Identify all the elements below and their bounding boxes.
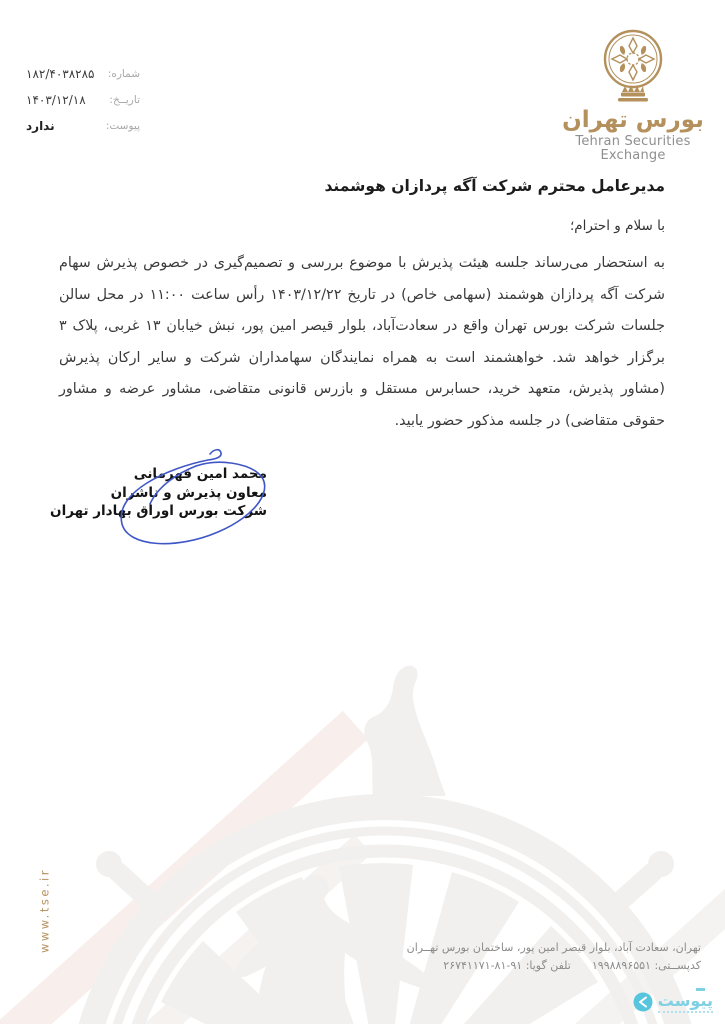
meta-date-value: ۱۴۰۳/۱۲/۱۸ (26, 93, 86, 107)
salutation: با سلام و احترام؛ (569, 218, 665, 234)
footer-contact (407, 957, 701, 975)
meta-date-label: تاریــخ: (109, 94, 140, 106)
tse-name-fa: بورس تهران (562, 107, 704, 133)
tse-name-en-line1: Tehran Securities (575, 134, 691, 150)
tse-name-en (553, 135, 713, 163)
signatory-role: معاون پذیرش و ناشران (110, 484, 267, 501)
website-url-vertical: www.tse.ir (37, 868, 52, 953)
signatory-name: محمد امین قهرمانی (133, 466, 267, 482)
peyvast-circle-icon (633, 992, 653, 1012)
signatory-company: شرکت بورس اوراق بهادار تهران (50, 503, 267, 519)
phone-value: ۹۱-۸۱-۲۶۷۴۱۱۷۱ (443, 958, 523, 972)
peyvast-wordmark (658, 992, 713, 1013)
peyvast-logo (633, 992, 713, 1013)
peyvast-dash-icon (696, 988, 705, 991)
footer-address: تهران، سعادت آباد، بلوار قیصر امین پور، ساختمان بورس تهــران (406, 941, 701, 954)
meta-number-value: ۱۸۲/۴۰۳۸۲۸۵ (26, 67, 95, 81)
tse-emblem-icon (600, 28, 666, 106)
postal-label: کدپســتی: (654, 958, 701, 972)
letter-body: به استحضار می‌رساند جلسه هیئت پذیرش با موضوع بررسی و تصمیم‌گیری در خصوص پذیرش سهام شرکت آگه پردازان هوشمند (سهامی خاص) در تاریخ ۱۴۰۳/۱۲/۲۲ رأس ساعت ۱۱:۰۰ در محل سالن جلسات شرکت بورس تهران واقع در سعادت‌آباد، بلوار قیصر امین پور، نبش خیابان ۱۳ غربی، پلاک ۳ برگزار خواهد شد. خواهشمند است به همراه نمایندگان سهامداران شرکت و سایر ارکان پذیرش (مشاور پذیرش، متعهد خرید، حسابرس مستقل و بازرس قانونی متقاضی، مشاور عرضه و مشاور حقوقی متقاضی) در جلسه مذکور حضور یابید. (59, 255, 665, 429)
phone-label: تلفن گویا: (525, 958, 571, 972)
recipient-title: مدیرعامل محترم شرکت آگه پردازان هوشمند (324, 177, 665, 195)
signature-ink-icon (98, 446, 283, 564)
meta-attachment-label: پیوست: (105, 120, 140, 132)
postal-value: ۱۹۹۸۸۹۶۵۵۱ (591, 958, 651, 972)
tse-name-en-line2: Exchange (600, 147, 666, 163)
tse-logo (553, 28, 713, 163)
letter-meta (26, 61, 140, 139)
meta-attachment-value: ندارد (26, 119, 55, 133)
footer (407, 939, 701, 974)
peyvast-text: پیوست (657, 991, 713, 1010)
meta-number-label: شماره: (107, 68, 140, 80)
